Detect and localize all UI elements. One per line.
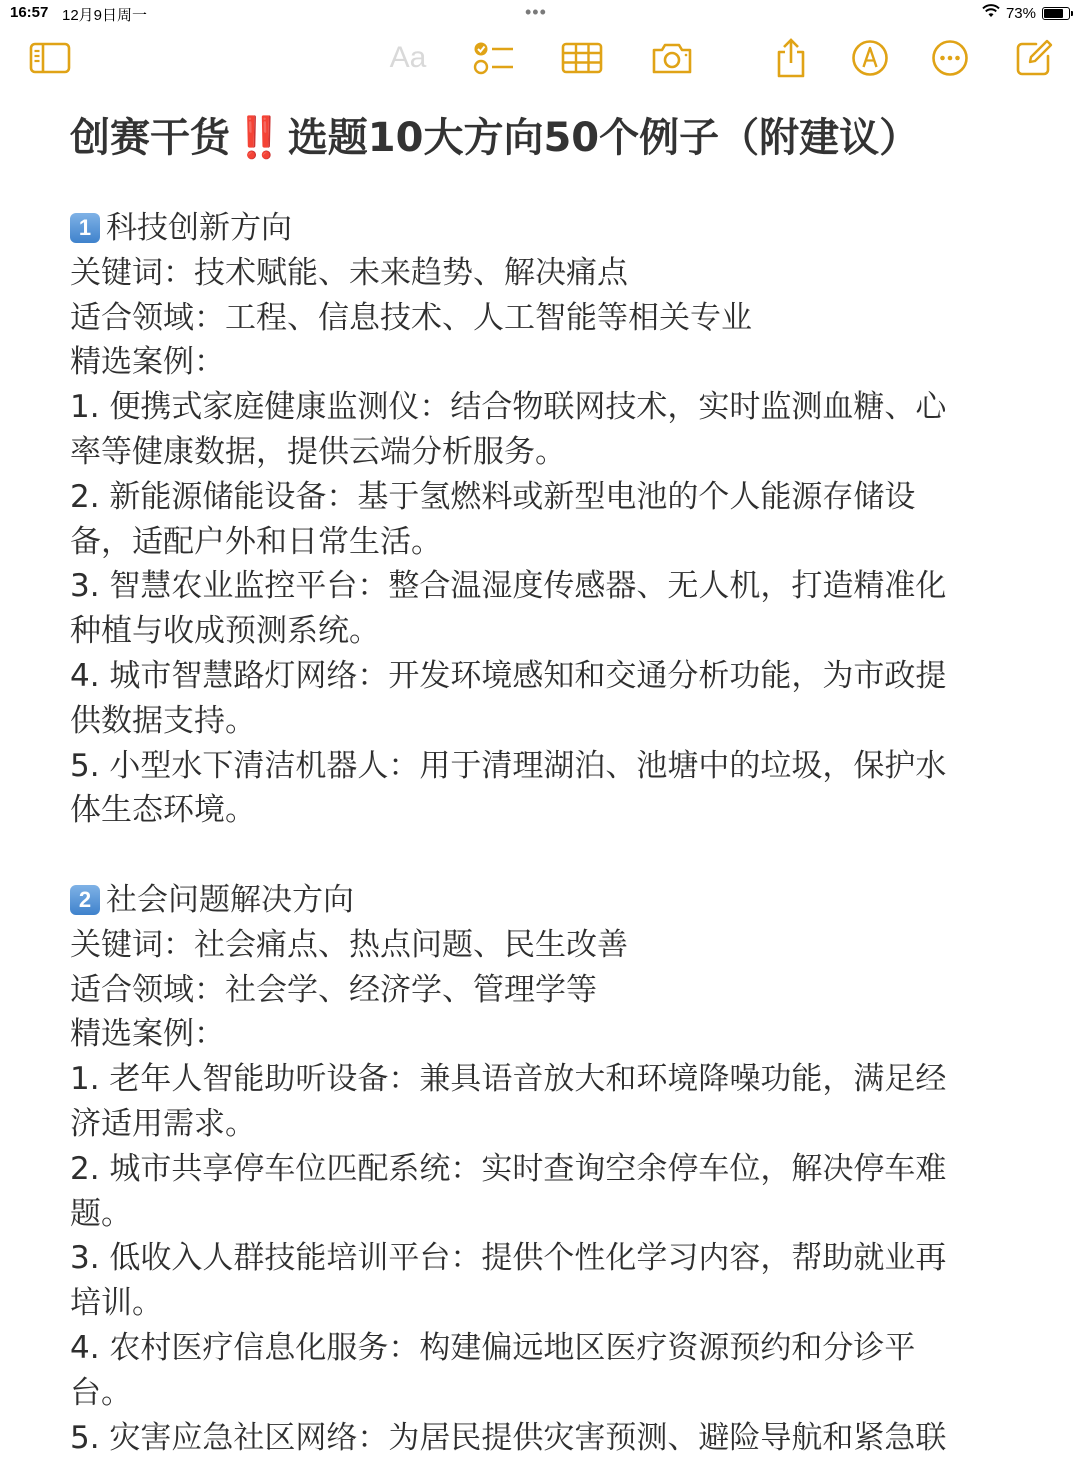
camera-button[interactable] bbox=[650, 38, 694, 78]
list-item-line: 3. 智慧农业监控平台：整合温湿度传感器、无人机，打造精准化 bbox=[70, 568, 947, 605]
fields-line: 适合领域：工程、信息技术、人工智能等相关专业 bbox=[70, 299, 752, 336]
list-item-line: 培训。 bbox=[70, 1285, 163, 1322]
markup-icon bbox=[851, 39, 889, 77]
table-icon bbox=[561, 42, 603, 74]
markup-button[interactable] bbox=[848, 38, 892, 78]
status-time: 16:57 bbox=[10, 4, 49, 21]
share-button[interactable] bbox=[769, 38, 813, 78]
more-icon bbox=[931, 39, 969, 77]
checklist-icon bbox=[473, 40, 515, 76]
title-part1: 创赛干货 bbox=[70, 115, 230, 161]
checklist-button[interactable] bbox=[472, 38, 516, 78]
list-item-line: 台。 bbox=[70, 1374, 132, 1411]
list-item bbox=[70, 385, 1020, 475]
wifi-icon bbox=[982, 4, 1000, 22]
format-button[interactable] bbox=[386, 38, 430, 78]
list-item-line: 4. 城市智慧路灯网络：开发环境感知和交通分析功能，为市政提 bbox=[70, 657, 947, 694]
battery-level bbox=[1044, 9, 1063, 18]
list-item-line: 4. 农村医疗信息化服务：构建偏远地区医疗资源预约和分诊平 bbox=[70, 1329, 916, 1366]
examples-label: 精选案例： bbox=[70, 344, 225, 381]
list-item-line: 率等健康数据，提供云端分析服务。 bbox=[70, 433, 566, 470]
list-item bbox=[70, 654, 1020, 744]
list-item-line: 济适用需求。 bbox=[70, 1105, 256, 1142]
keywords-line: 关键词：技术赋能、未来趋势、解决痛点 bbox=[70, 254, 628, 291]
notes-toolbar bbox=[0, 30, 1080, 86]
keycap-number-icon: 1 bbox=[70, 213, 100, 243]
section-tech-innovation bbox=[70, 206, 1020, 833]
camera-icon bbox=[650, 41, 694, 75]
sidebar-toggle-button[interactable] bbox=[28, 38, 72, 78]
sidebar-icon bbox=[29, 42, 71, 74]
battery-icon bbox=[1042, 7, 1070, 20]
fields-line: 适合领域：社会学、经济学、管理学等 bbox=[70, 971, 597, 1008]
list-item bbox=[70, 1326, 1020, 1416]
note-body[interactable] bbox=[70, 100, 1020, 1460]
section-heading-text: 科技创新方向 bbox=[106, 210, 292, 246]
list-item-line: 备，适配户外和日常生活。 bbox=[70, 523, 442, 560]
double-exclamation-icon: ‼️ bbox=[234, 115, 284, 161]
list-item bbox=[70, 1147, 1020, 1237]
list-item bbox=[70, 475, 1020, 565]
list-item bbox=[70, 1416, 1020, 1460]
list-item bbox=[70, 1057, 1020, 1147]
status-date: 12月9日周一 bbox=[62, 7, 148, 24]
keywords-line: 关键词：社会痛点、热点问题、民生改善 bbox=[70, 926, 628, 963]
compose-button[interactable] bbox=[1012, 38, 1056, 78]
examples-label: 精选案例： bbox=[70, 1016, 225, 1053]
note-title bbox=[70, 112, 1020, 164]
format-aa-label: Aa bbox=[389, 41, 427, 74]
share-icon bbox=[774, 37, 808, 79]
list-item-line: 种植与收成预测系统。 bbox=[70, 613, 380, 650]
more-button[interactable] bbox=[928, 38, 972, 78]
list-item-line: 体生态环境。 bbox=[70, 792, 256, 829]
list-item bbox=[70, 564, 1020, 654]
compose-icon bbox=[1014, 38, 1054, 78]
list-item-line: 题。 bbox=[70, 1195, 132, 1232]
list-item-line: 3. 低收入人群技能培训平台：提供个性化学习内容，帮助就业再 bbox=[70, 1240, 947, 1277]
list-item-line: 2. 城市共享停车位匹配系统：实时查询空余停车位，解决停车难 bbox=[70, 1150, 947, 1187]
multitasking-dots[interactable]: ••• bbox=[525, 2, 547, 22]
status-bar bbox=[0, 0, 1080, 28]
status-right bbox=[982, 4, 1070, 22]
keycap-number-icon: 2 bbox=[70, 885, 100, 915]
list-item-line: 5. 灾害应急社区网络：为居民提供灾害预测、避险导航和紧急联 bbox=[70, 1419, 947, 1456]
list-item-line: 供数据支持。 bbox=[70, 702, 256, 739]
list-item bbox=[70, 1236, 1020, 1326]
battery-percent: 73% bbox=[1005, 4, 1036, 22]
list-item-line: 1. 老年人智能助听设备：兼具语音放大和环境降噪功能，满足经 bbox=[70, 1061, 947, 1098]
section-heading-text: 社会问题解决方向 bbox=[106, 881, 354, 918]
list-item-line: 5. 小型水下清洁机器人：用于清理湖泊、池塘中的垃圾，保护水 bbox=[70, 747, 947, 784]
list-item-line: 1. 便携式家庭健康监测仪：结合物联网技术，实时监测血糖、心 bbox=[70, 389, 947, 426]
section-social-problems bbox=[70, 878, 1020, 1460]
title-part2: 选题10大方向50个例子（附建议） bbox=[287, 115, 920, 161]
table-button[interactable] bbox=[560, 38, 604, 78]
list-item-line: 2. 新能源储能设备：基于氢燃料或新型电池的个人能源存储设 bbox=[70, 478, 916, 515]
list-item bbox=[70, 744, 1020, 834]
section-heading bbox=[70, 878, 1020, 923]
section-heading bbox=[70, 206, 1020, 251]
